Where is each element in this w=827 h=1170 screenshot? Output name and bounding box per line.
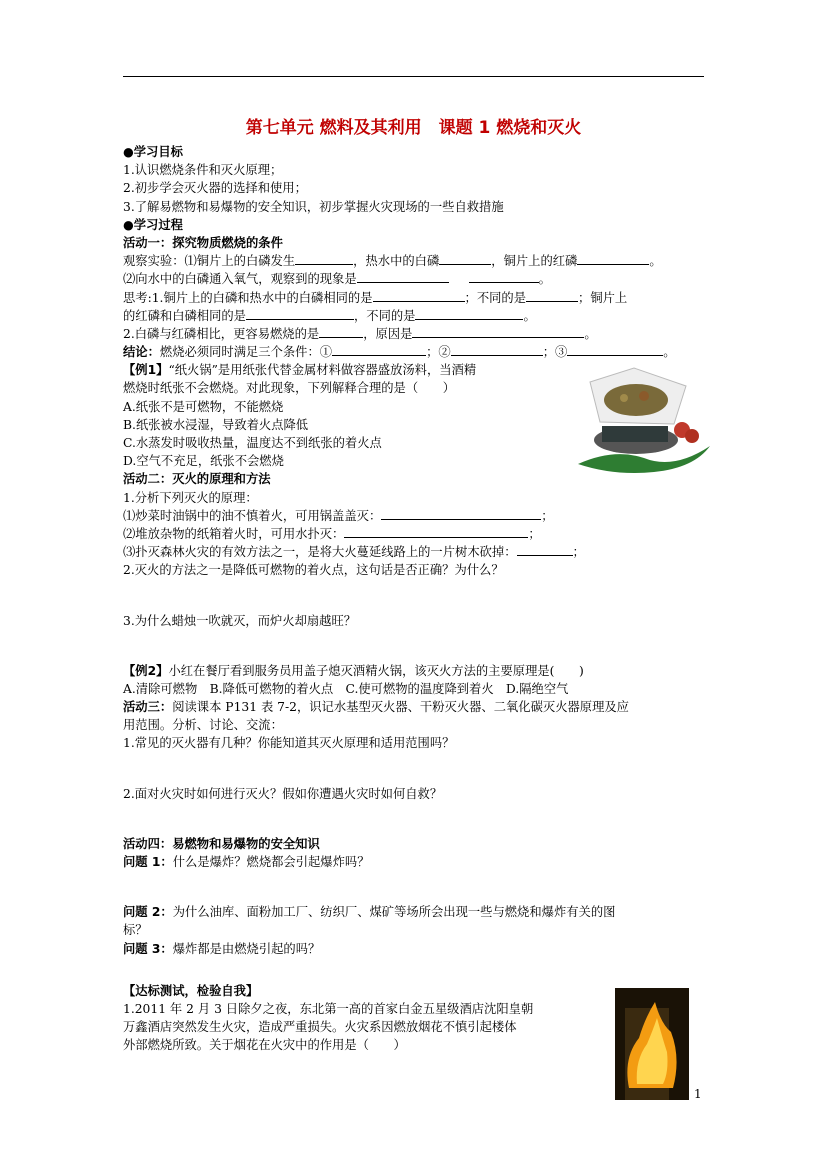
blank[interactable] — [381, 507, 541, 520]
goals-heading: ●学习目标 — [123, 145, 183, 159]
header-rule — [123, 76, 704, 77]
blank[interactable] — [415, 307, 523, 320]
activity1-heading: 活动一：探究物质燃烧的条件 — [123, 235, 283, 250]
page-title: 第七单元 燃料及其利用 课题 1 燃烧和灭火 — [245, 118, 582, 138]
blank[interactable] — [451, 343, 543, 356]
activity3-line: 活动三：阅读课本 P131 表 7-2，识记水基型灭火器、干粉灭火器、二氧化碳灭火器原理及应 — [123, 700, 629, 715]
goal-item: 2.初步学会灭火器的选择和使用； — [123, 181, 307, 196]
activity3-line: 用范围。分析、讨论、交流： — [123, 718, 283, 733]
test-heading: 【达标测试，检验自我】 — [123, 983, 259, 998]
option-a: A.纸张不是可燃物，不能燃烧 — [123, 399, 284, 414]
hotel-fire-photo — [615, 988, 689, 1100]
process-heading: ●学习过程 — [123, 217, 183, 232]
paper-hotpot-image — [574, 360, 712, 476]
blank[interactable] — [295, 252, 353, 265]
question: 3.为什么蜡烛一吹就灭，而炉火却扇越旺？ — [123, 613, 357, 628]
example2-options: A.清除可燃物 B.降低可燃物的着火点 C.使可燃物的温度降到着火 D.隔绝空气 — [123, 681, 569, 696]
question: 问题 1：什么是爆炸？燃烧都会引起爆炸吗？ — [123, 855, 370, 869]
test-line: 万鑫酒店突然发生火灾，造成严重损失。火灾系因燃放烟花不慎引起楼体 — [123, 1020, 517, 1035]
blank[interactable] — [469, 270, 539, 283]
activity2-line: 1.分析下列灭火的原理： — [123, 490, 258, 505]
blank[interactable] — [344, 525, 528, 538]
question: 2.面对火灾时如何进行灭火？假如你遭遇火灾时如何自救？ — [123, 786, 443, 801]
question: 1.常见的灭火器有几种？你能知道其灭火原理和适用范围吗？ — [123, 736, 455, 751]
activity2-line: ⑶扑灭森林火灾的有效方法之一，是将大火蔓延线路上的一片树木砍掉： ； — [123, 545, 585, 560]
blank[interactable] — [319, 325, 363, 338]
blank[interactable] — [567, 343, 663, 356]
blank[interactable] — [439, 252, 491, 265]
blank[interactable] — [412, 325, 584, 338]
question: 问题 2：为什么油库、面粉加工厂、纺织厂、煤矿等场所会出现一些与燃烧和爆炸有关的图 — [123, 905, 616, 920]
goal-item: 3.了解易燃物和易爆物的安全知识，初步掌握火灾现场的一些自救措施 — [123, 199, 504, 214]
blank[interactable] — [357, 270, 449, 283]
question: 2.灭火的方法之一是降低可燃物的着火点，这句话是否正确？为什么？ — [123, 563, 504, 578]
think-line: 2.白磷与红磷相比，更容易燃烧的是 ，原因是 。 — [123, 326, 597, 341]
option-c: C.水蒸发时吸收热量，温度达不到纸张的着火点 — [123, 436, 382, 450]
option-d: D.空气不充足，纸张不会燃烧 — [123, 454, 284, 469]
blank[interactable] — [332, 343, 426, 356]
activity2-line: ⑴炒菜时油锅中的油不慎着火，可用锅盖盖灭： ； — [123, 508, 554, 523]
blank[interactable] — [526, 289, 578, 302]
conclusion-line: 结论：燃烧必须同时满足三个条件：① ；② ；③ 。 — [123, 345, 676, 360]
example2-line: 【例2】小红在餐厅看到服务员用盖子熄灭酒精火锅，该灭火方法的主要原理是( ) — [123, 663, 584, 678]
blank[interactable] — [577, 252, 649, 265]
worksheet-body — [123, 143, 713, 1055]
think-line: 的红磷和白磷相同的是 ，不同的是 。 — [123, 308, 536, 323]
goal-item: 1.认识燃烧条件和灭火原理； — [123, 163, 283, 178]
activity4-heading: 活动四：易燃物和易爆物的安全知识 — [123, 836, 320, 851]
experiment-line: 观察实验：⑴铜片上的白磷发生 ，热水中的白磷 ，铜片上的红磷 。 — [123, 254, 662, 269]
blank[interactable] — [373, 289, 465, 302]
blank[interactable] — [246, 307, 354, 320]
think-line: 思考:1.铜片上的白磷和热水中的白磷相同的是 ；不同的是 ；铜片上 — [123, 290, 628, 305]
blank[interactable] — [517, 543, 573, 556]
experiment-line: ⑵向水中的白磷通入氧气，观察到的现象是 。 — [123, 272, 551, 287]
activity2-line: ⑵堆放杂物的纸箱着火时，可用水扑灭： ； — [123, 526, 541, 541]
example1-line: 【例1】“纸火锅”是用纸张代替金属材料做容器盛放汤料，当酒精 — [123, 363, 477, 378]
page-number: 1 — [694, 1087, 702, 1101]
test-line: 外部燃烧所致。关于烟花在火灾中的作用是（ ） — [123, 1038, 406, 1053]
question-cont: 标？ — [123, 923, 148, 938]
example1-line: 燃烧时纸张不会燃烧。对此现象，下列解释合理的是（ ） — [123, 381, 456, 396]
test-line: 1.2011 年 2 月 3 日除夕之夜，东北第一高的首家白金五星级酒店沈阳皇朝 — [123, 1001, 534, 1016]
option-b: B.纸张被水浸湿，导致着火点降低 — [123, 417, 309, 432]
activity2-heading: 活动二：灭火的原理和方法 — [123, 472, 271, 487]
question: 问题 3：爆炸都是由燃烧引起的吗？ — [123, 941, 321, 956]
